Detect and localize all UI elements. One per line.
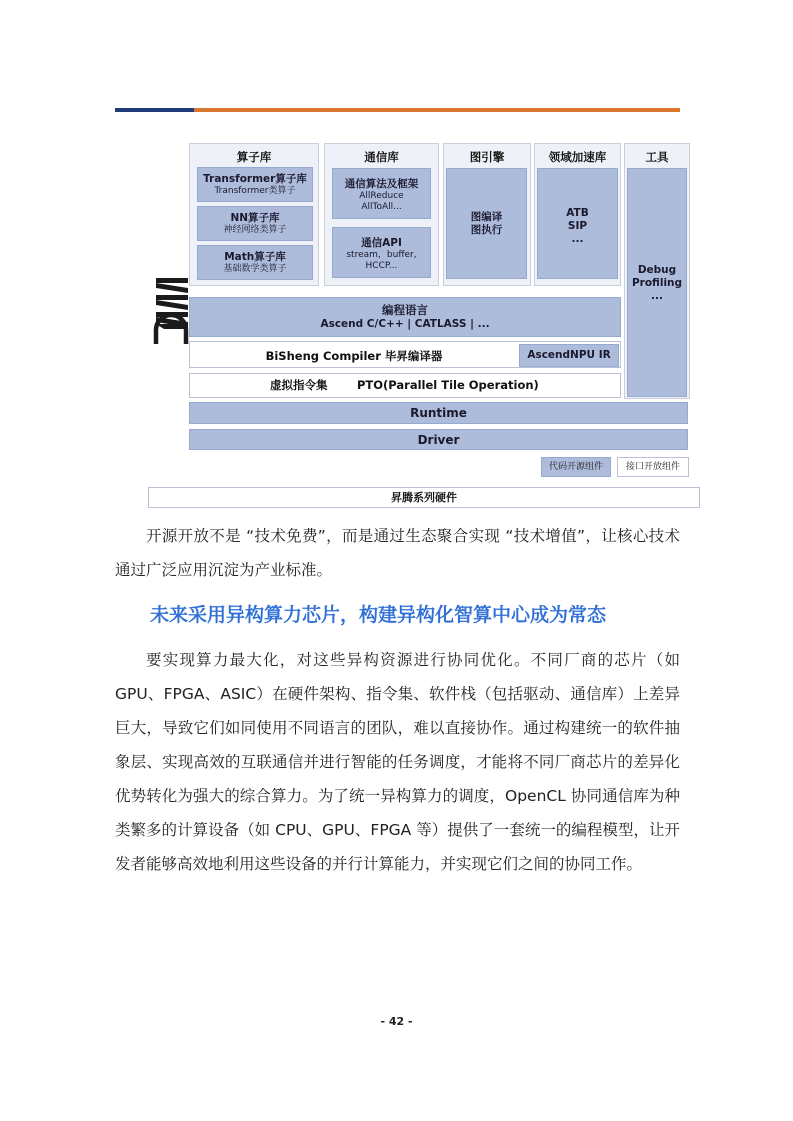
programming-language-bar xyxy=(189,297,621,337)
tools-block xyxy=(627,168,687,397)
cann-logo xyxy=(152,272,192,354)
domain-accel-more: ... xyxy=(571,233,584,245)
compiler-bar xyxy=(189,341,621,368)
comm-api-desc2: HCCP... xyxy=(365,261,398,271)
tools-more: ... xyxy=(651,290,663,302)
tools-debug: Debug xyxy=(637,264,677,276)
graph-engine-block xyxy=(446,168,527,279)
driver-bar: Driver xyxy=(189,429,688,450)
domain-accel-block xyxy=(537,168,618,279)
comm-api xyxy=(332,227,431,278)
comm-algo-name: 通信算法及框架 xyxy=(344,178,419,190)
paragraph-1 xyxy=(115,519,680,587)
graph-compile: 图编译 xyxy=(470,211,503,223)
comm-algo-desc2: AllToAll... xyxy=(361,202,402,212)
math-op-lib xyxy=(197,245,313,280)
domain-accel-title: 领域加速库 xyxy=(548,150,607,164)
pto-label: PTO(Parallel Tile Operation) xyxy=(357,378,539,392)
comm-library-title: 通信库 xyxy=(364,150,399,164)
tools-profiling: Profiling xyxy=(631,277,683,289)
tools-title: 工具 xyxy=(645,150,669,164)
page-number: - 42 - xyxy=(380,1015,413,1028)
cann-logo-text: CANN xyxy=(172,352,175,353)
comm-api-name: 通信API xyxy=(361,237,402,249)
legend-open-interface: 接口开放组件 xyxy=(617,457,689,477)
ascendnpu-ir: AscendNPU IR xyxy=(519,344,619,367)
graph-engine-title: 图引擎 xyxy=(469,150,505,164)
paragraph-2-text: 要实现算力最大化，对这些异构资源进行协同优化。不同厂商的芯片（如 GPU、FPGA、ASIC）在硬件架构、指令集、软件栈（包括驱动、通信库）上差异巨大，导致它们如同使用不同语言的团队，难以直接协作。通过构建统一的软件抽象层、实现高效的互联通信并进行智能的任务调度，才能将不同厂商芯片的差异化优势转化为强大的综合算力。为了统一异构算力的调度，OpenCL 协同通信库为种类繁多的计算设备（如 CPU、GPU、FPGA 等）提供了一套统一的编程模型，让开发者能够高效地利用这些设备的并行计算能力，并实现它们之间的协同工作。 xyxy=(115,651,680,873)
compiler-label: BiSheng Compiler 毕昇编译器 xyxy=(265,349,443,363)
isa-label: 虚拟指令集 xyxy=(270,378,328,392)
nn-op-lib-desc: 神经网络类算子 xyxy=(223,225,287,235)
runtime-bar: Runtime xyxy=(189,402,688,424)
section-heading: 未来采用异构算力芯片，构建异构化智算中心成为常态 xyxy=(150,604,607,626)
header-rule xyxy=(115,108,680,112)
math-op-lib-name: Math算子库 xyxy=(224,251,286,263)
comm-algo-desc1: AllReduce xyxy=(359,191,404,201)
prog-lang-sub: Ascend C/C++ | CATLASS | ... xyxy=(320,318,490,330)
math-op-lib-desc: 基础数学类算子 xyxy=(223,264,287,274)
isa-bar xyxy=(189,373,621,398)
sip-label: SIP xyxy=(567,220,588,232)
paragraph-2 xyxy=(115,643,680,881)
transformer-op-lib xyxy=(197,167,313,202)
hardware-bar: 昇腾系列硬件 xyxy=(148,487,700,508)
nn-op-lib xyxy=(197,206,313,241)
transformer-op-lib-desc: Transformer类算子 xyxy=(214,186,296,196)
graph-execute: 图执行 xyxy=(470,224,503,236)
op-library-title: 算子库 xyxy=(236,150,272,164)
transformer-op-lib-name: Transformer算子库 xyxy=(203,173,307,185)
prog-lang-title: 编程语言 xyxy=(382,303,428,317)
comm-api-desc1: stream，buffer, xyxy=(346,250,417,260)
comm-algo-framework xyxy=(332,168,431,219)
legend-open-source: 代码开源组件 xyxy=(541,457,611,477)
atb-label: ATB xyxy=(566,207,589,219)
paragraph-1-text: 开源开放不是 “技术免费”，而是通过生态聚合实现 “技术增值”，让核心技术通过广泛应用沉淀为产业标准。 xyxy=(115,527,680,579)
nn-op-lib-name: NN算子库 xyxy=(230,212,280,224)
